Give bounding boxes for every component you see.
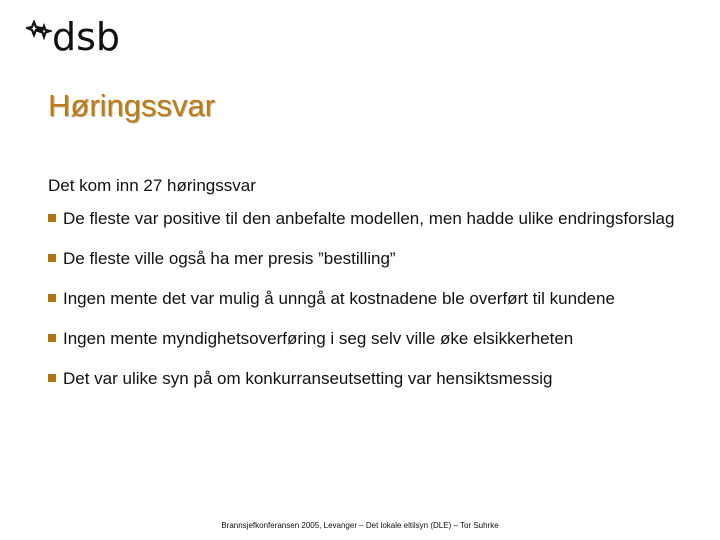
bullet-text: Ingen mente myndighetsoverføring i seg selv ville øke elsikkerheten bbox=[63, 329, 574, 348]
square-bullet-icon bbox=[48, 214, 56, 222]
slide-title: Høringssvar bbox=[48, 88, 216, 123]
square-bullet-icon bbox=[48, 334, 56, 342]
bullet-item bbox=[48, 248, 688, 269]
bullet-item bbox=[48, 288, 688, 309]
bullet-text: De fleste var positive til den anbefalte modellen, men hadde ulike endringsforslag bbox=[63, 209, 675, 228]
square-bullet-icon bbox=[48, 374, 56, 382]
square-bullet-icon bbox=[48, 254, 56, 262]
bullet-item bbox=[48, 208, 688, 229]
bullet-item bbox=[48, 328, 688, 349]
bullet-text: De fleste ville også ha mer presis ”bestilling” bbox=[63, 249, 396, 268]
dsb-logo bbox=[26, 15, 121, 59]
bullet-text: Ingen mente det var mulig å unngå at kostnadene ble overført til kundene bbox=[63, 289, 615, 308]
bullet-item bbox=[48, 368, 688, 389]
brand-name: dsb bbox=[52, 15, 121, 59]
slide-footer: Brannsjefkonferansen 2005, Levanger – Det lokale eltilsyn (DLE) – Tor Suhrke bbox=[221, 521, 499, 530]
slide-intro: Det kom inn 27 høringssvar bbox=[48, 176, 256, 195]
dsb-star-icon bbox=[26, 20, 52, 46]
bullet-list bbox=[48, 208, 688, 408]
bullet-text: Det var ulike syn på om konkurranseutsetting var hensiktsmessig bbox=[63, 369, 553, 388]
square-bullet-icon bbox=[48, 294, 56, 302]
